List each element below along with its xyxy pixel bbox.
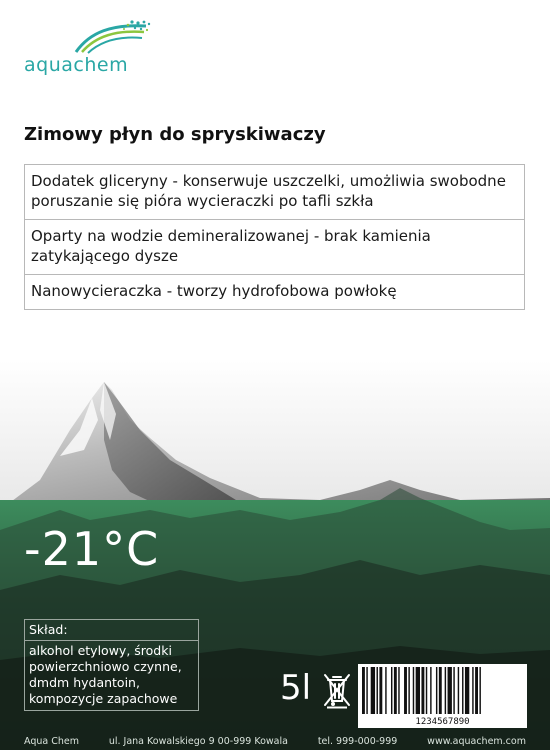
footer-phone: tel. 999-000-999: [317, 735, 398, 747]
footer-website[interactable]: www.aquachem.com: [427, 735, 526, 747]
volume-value: 5l: [280, 668, 312, 708]
footer-address: ul. Jana Kowalskiego 9 00-999 Kowala: [108, 735, 288, 747]
footer: [0, 732, 550, 750]
brand-name: aquachem: [24, 54, 129, 76]
product-title: Zimowy płyn do spryskiwaczy: [24, 124, 326, 145]
brand-logo: [22, 20, 152, 80]
composition-box: [24, 619, 199, 711]
composition-label: Skład:: [25, 620, 198, 641]
footer-company: Aqua Chem: [24, 735, 79, 747]
feature-row: Nanowycieraczka - tworzy hydrofobowa powłokę: [25, 274, 524, 309]
barcode: [358, 664, 527, 728]
composition-text: alkohol etylowy, środki powierzchniowo czynne, dmdm hydantoin, kompozycje zapachowe: [29, 643, 182, 706]
logo-swoosh-icon: [72, 20, 152, 54]
features-table: [24, 164, 525, 310]
feature-row: Dodatek gliceryny - konserwuje uszczelki, umożliwia swobodne poruszanie się pióra wycieraczki po tafli szkła: [31, 172, 506, 210]
feature-row: Oparty na wodzie demineralizowanej - brak kamienia zatykającego dysze: [25, 219, 524, 274]
barcode-bars: [362, 667, 523, 714]
crossed-out-wheeled-bin-icon: [322, 671, 352, 709]
temperature-value: -21°C: [24, 522, 160, 576]
barcode-number: 1234567890: [415, 717, 470, 727]
